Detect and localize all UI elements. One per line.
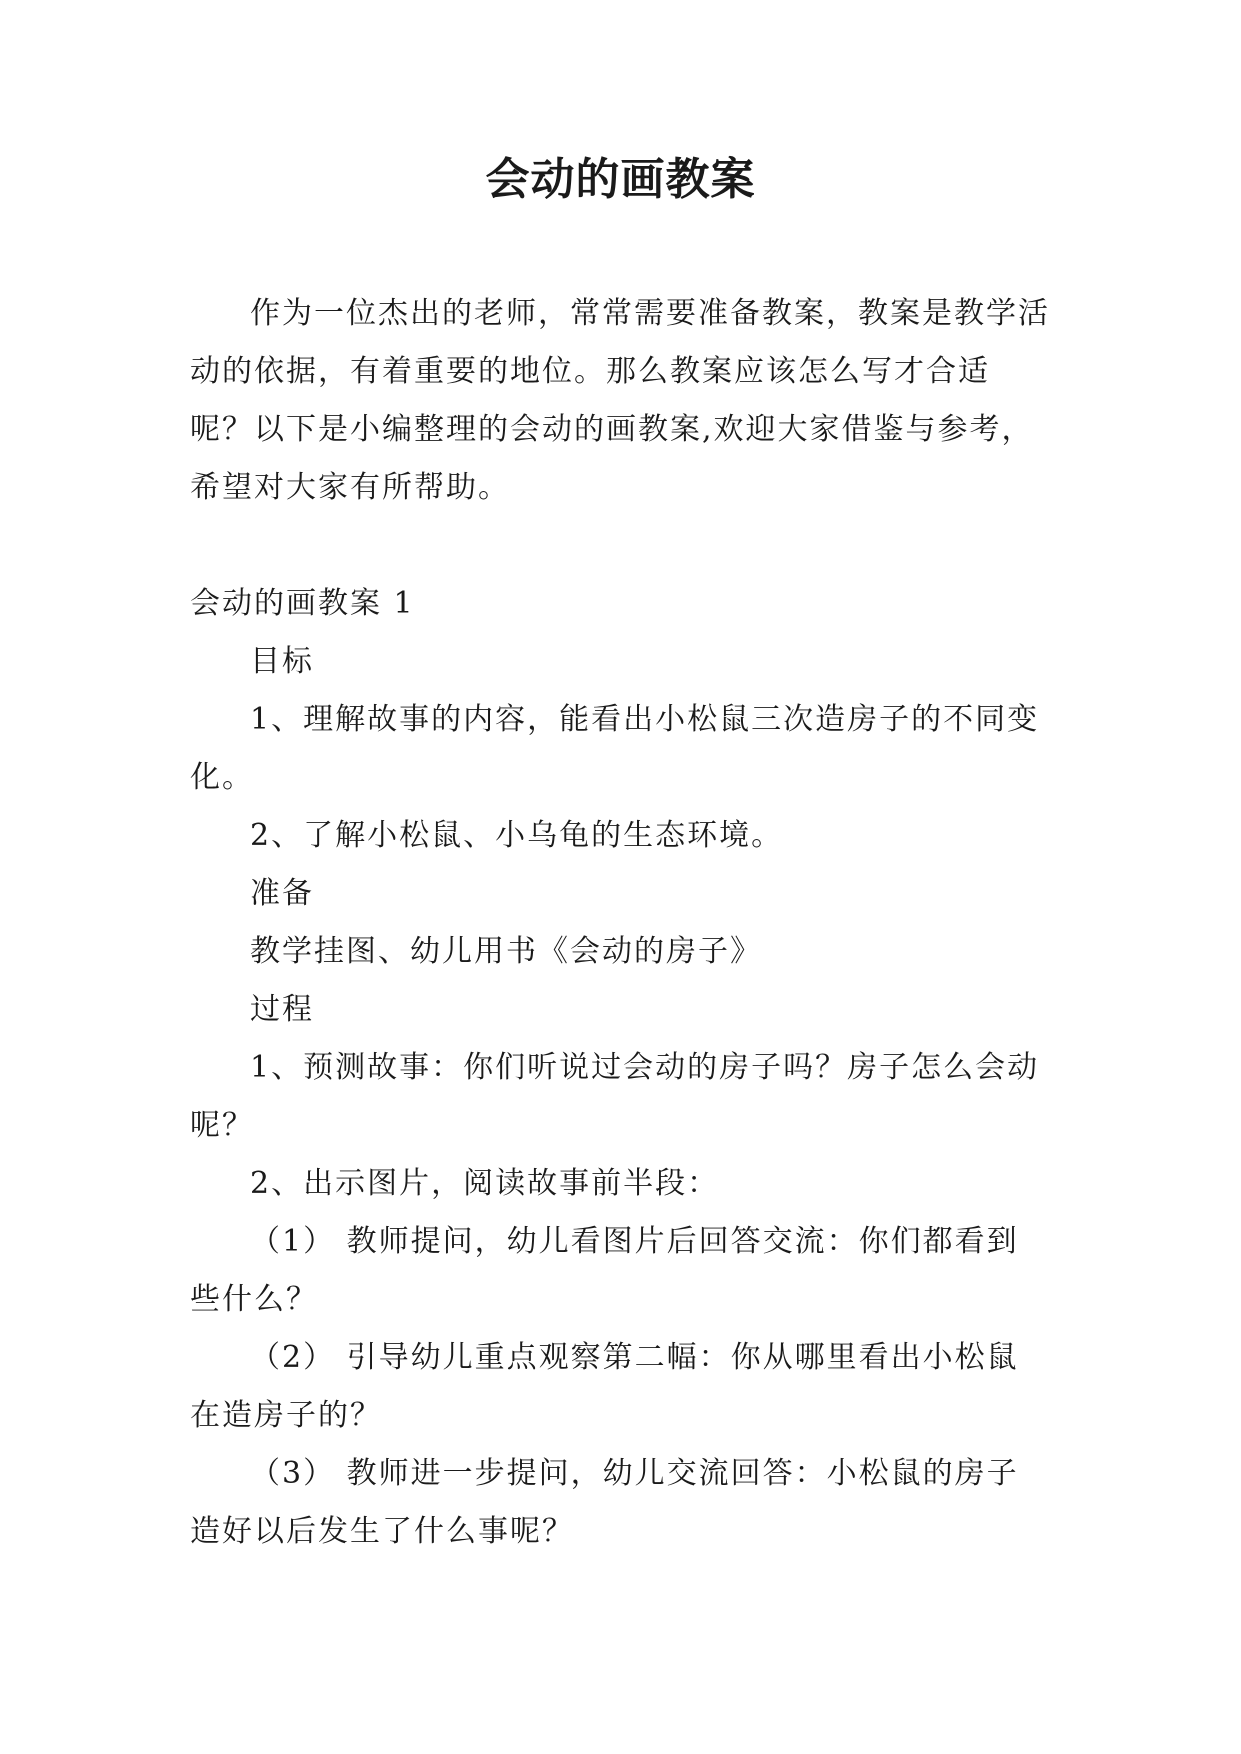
goal-item-1: 1、理解故事的内容，能看出小松鼠三次造房子的不同变化。 (190, 702, 1040, 795)
goal-heading: 目标 (250, 644, 314, 679)
document-title: 会动的画教案 (485, 154, 756, 205)
process-subitem-1: （1） 教师提问，幼儿看图片后回答交流：你们都看到些什么？ (190, 1224, 1019, 1317)
process-heading: 过程 (250, 992, 314, 1027)
section-heading: 会动的画教案 1 (190, 586, 415, 621)
process-subitem-3: （3） 教师进一步提问，幼儿交流回答：小松鼠的房子造好以后发生了什么事呢？ (190, 1456, 1019, 1549)
prep-text: 教学挂图、幼儿用书《会动的房子》 (250, 934, 762, 969)
prep-heading: 准备 (250, 876, 314, 911)
document-body (190, 285, 1050, 1561)
process-item-1: 1、预测故事：你们听说过会动的房子吗？房子怎么会动呢？ (190, 1050, 1040, 1143)
goal-item-2: 2、了解小松鼠、小乌龟的生态环境。 (250, 818, 784, 853)
intro-paragraph: 作为一位杰出的老师，常常需要准备教案，教案是教学活动的依据，有着重要的地位。那么教案应该怎么写才合适呢？以下是小编整理的会动的画教案,欢迎大家借鉴与参考，希望对大家有所帮助。 (190, 296, 1050, 505)
process-item-2: 2、出示图片，阅读故事前半段： (250, 1166, 720, 1201)
process-subitem-2: （2） 引导幼儿重点观察第二幅：你从哪里看出小松鼠在造房子的？ (190, 1340, 1019, 1433)
